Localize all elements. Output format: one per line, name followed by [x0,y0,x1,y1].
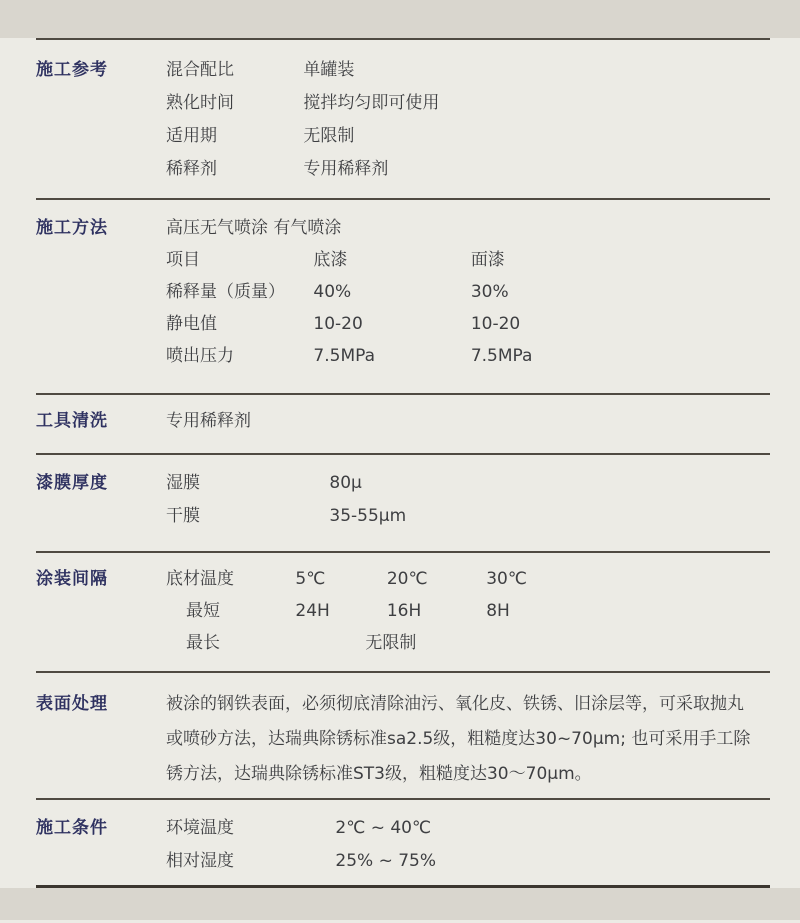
field-label: 相对湿度 [166,851,234,871]
min-interval-30c: 8H [486,601,510,621]
field-label: 底材温度 [166,569,234,589]
field-label: 混合配比 [166,60,234,80]
field-label: 稀释剂 [166,159,217,179]
section-label: 施工条件 [36,818,108,838]
section-label: 涂装间隔 [36,569,108,589]
paragraph-line: 或喷砂方法，达瑞典除锈标准sa2.5级，粗糙度达30~70μm; 也可采用手工除 [166,729,751,749]
field-value: 无限制 [303,126,355,146]
temp-30c: 30℃ [486,569,527,589]
table-row [166,153,770,186]
field-label: 熟化时间 [166,93,234,113]
primer-value: 10-20 [313,314,363,334]
field-label: 项目 [166,250,200,270]
table-row [166,627,770,659]
primer-value: 40% [313,282,352,302]
field-label: 稀释量（质量） [166,282,285,302]
primer-header: 底漆 [313,250,348,270]
field-label: 最长 [186,633,220,653]
table-row [166,467,770,500]
section-label: 表面处理 [36,694,108,714]
datasheet-table [36,38,770,888]
field-label: 静电值 [166,314,217,334]
field-value: 搅拌均匀即可使用 [303,93,440,113]
field-value: 35-55µm [329,506,407,526]
paragraph-line: 锈方法，达瑞典除锈标准ST3级，粗糙度达30～70μm。 [166,764,592,784]
field-label: 湿膜 [166,473,200,493]
field-label: 最短 [186,601,220,621]
section-surface-treatment [36,671,770,798]
min-interval-20c: 16H [386,601,422,621]
topcoat-header: 面漆 [470,250,505,270]
section-film-thickness [36,453,770,551]
field-value: 25% ~ 75% [335,851,437,871]
table-row [166,244,770,276]
field-value: 专用稀释剂 [166,411,251,431]
paragraph-line: 被涂的钢铁表面，必须彻底清除油污、氧化皮、铁锈、旧涂层等，可采取抛丸 [166,694,744,714]
table-row [166,500,770,533]
table-row [166,308,770,340]
section-application-conditions [36,798,770,888]
field-value: 80µ [329,473,362,493]
primer-value: 7.5MPa [313,346,376,366]
table-row [166,845,770,878]
spray-methods: 高压无气喷涂 有气喷涂 [166,218,342,238]
section-construction-reference [36,38,770,198]
topcoat-value: 30% [470,282,509,302]
section-label: 漆膜厚度 [36,473,108,493]
field-value: 2℃ ~ 40℃ [335,818,432,838]
table-row [166,87,770,120]
field-label: 干膜 [166,506,200,526]
table-row [166,340,770,372]
table-row [166,563,770,595]
table-row [166,812,770,845]
topcoat-value: 10-20 [470,314,521,334]
topcoat-value: 7.5MPa [470,346,533,366]
section-label: 工具清洗 [36,411,108,431]
field-label: 环境温度 [166,818,234,838]
section-recoat-interval [36,551,770,671]
section-application-method [36,198,770,393]
section-label: 施工方法 [36,218,108,238]
table-row [166,595,770,627]
field-value: 单罐装 [303,60,355,80]
section-tool-cleaning [36,393,770,453]
field-value: 专用稀释剂 [303,159,389,179]
table-row [166,276,770,308]
field-label: 适用期 [166,126,217,146]
table-row [166,405,770,438]
max-interval-value: 无限制 [365,633,417,653]
temp-5c: 5℃ [295,569,326,589]
field-label: 喷出压力 [166,346,234,366]
table-row [166,54,770,87]
min-interval-5c: 24H [295,601,330,621]
table-row [166,120,770,153]
bottom-band [0,888,800,920]
section-label: 施工参考 [36,60,108,80]
top-band [0,0,800,38]
temp-20c: 20℃ [386,569,428,589]
